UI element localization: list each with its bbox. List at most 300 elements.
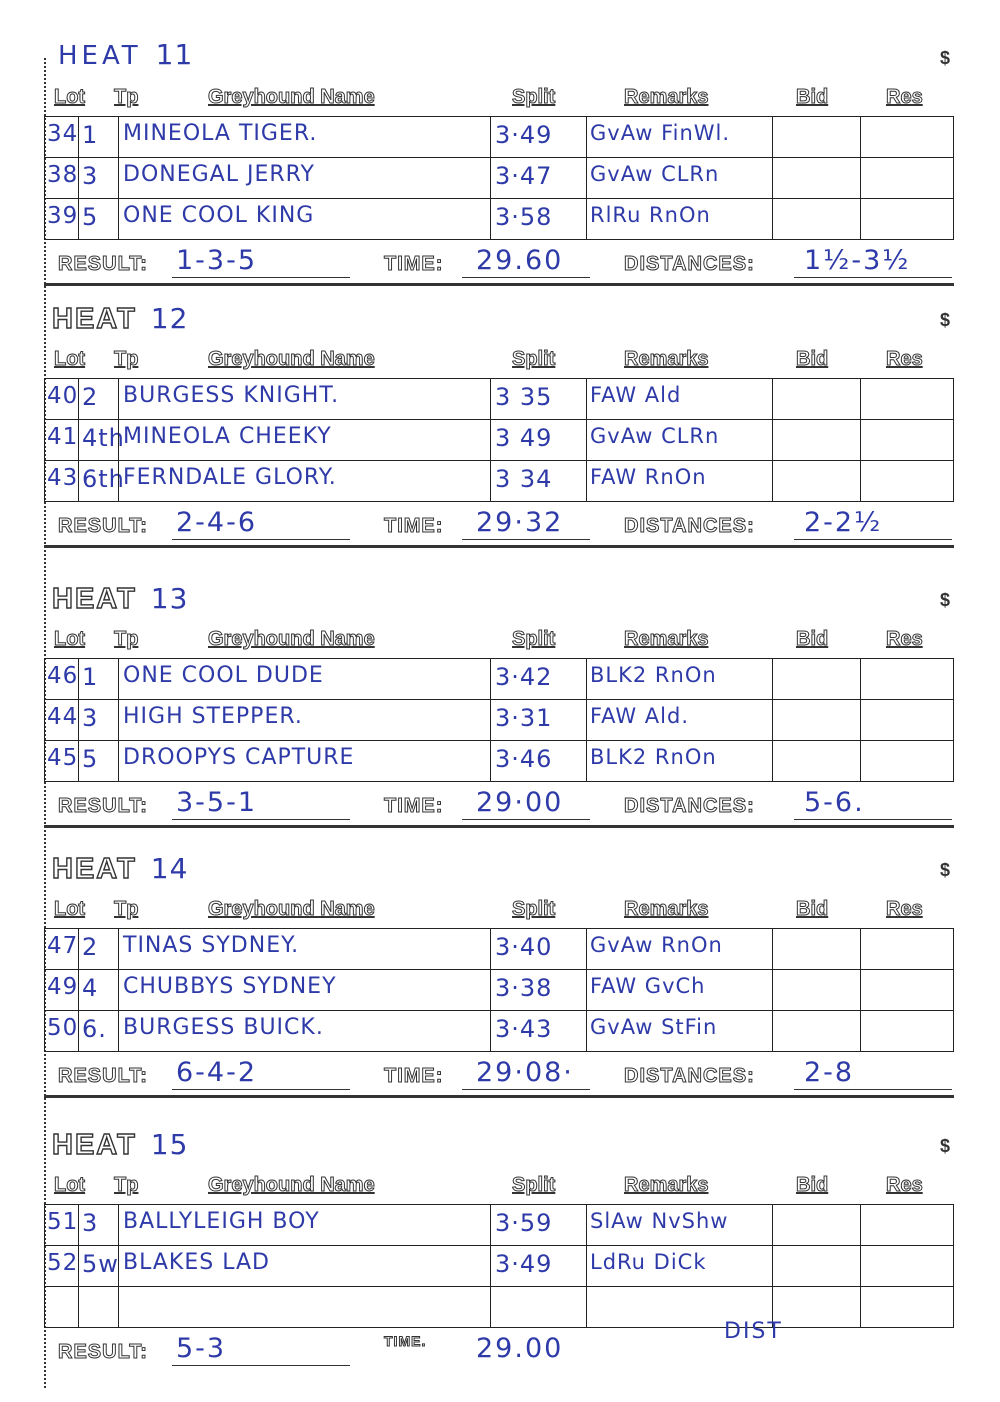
lot-cell [44, 420, 78, 460]
split-value: 3·38 [495, 974, 553, 1002]
split-value: 3·47 [495, 162, 553, 190]
greyhound-name-value: FERNDALE GLORY. [123, 465, 337, 490]
distances-value: 2-8 [804, 1057, 855, 1088]
heat-title [52, 852, 188, 886]
table-row [44, 379, 954, 420]
column-header-bid: Bid [796, 628, 829, 650]
result-underline [172, 277, 350, 278]
time-value: 29·08· [476, 1057, 574, 1088]
time-underline [462, 277, 590, 278]
column-header-bid: Bid [796, 1174, 829, 1196]
lot-cell [44, 1246, 78, 1286]
split-cell [490, 461, 586, 501]
res-cell[interactable] [860, 199, 954, 239]
distances-label: DISTANCES: [624, 1065, 755, 1087]
res-cell[interactable] [860, 659, 954, 699]
table-row [44, 1205, 954, 1246]
lot-cell [44, 970, 78, 1010]
trap-cell [78, 420, 125, 460]
bid-cell[interactable] [772, 1011, 860, 1051]
trap-value: 4th [82, 424, 125, 452]
column-header-split: Split [512, 898, 556, 920]
result-value: 6-4-2 [176, 1057, 258, 1088]
remarks-cell [586, 929, 772, 969]
heat-label: HEAT [52, 303, 137, 335]
table-row [44, 1246, 954, 1287]
split-value: 3 34 [495, 465, 553, 493]
greyhound-name-value: CHUBBYS SYDNEY [123, 974, 337, 999]
greyhound-name-cell [118, 379, 490, 419]
remarks-value: GvAw CLRn [590, 424, 720, 448]
column-header-remarks: Remarks [624, 628, 709, 650]
dollar-mark: $ [939, 860, 950, 880]
result-underline [172, 1089, 350, 1090]
bid-cell[interactable] [772, 970, 860, 1010]
split-cell [490, 158, 586, 198]
split-value: 3·49 [495, 1250, 553, 1278]
remarks-value: LdRu DiCk [590, 1250, 707, 1274]
column-header-row [44, 82, 954, 112]
heat-label: HEAT [52, 853, 137, 885]
bid-cell[interactable] [772, 659, 860, 699]
split-cell [490, 1205, 586, 1245]
remarks-cell [586, 461, 772, 501]
res-cell[interactable] [860, 420, 954, 460]
column-header-lot: Lot [54, 348, 86, 370]
lot-cell [44, 700, 78, 740]
greyhound-name-value: BURGESS KNIGHT. [123, 383, 340, 408]
column-header-bid: Bid [796, 348, 829, 370]
remarks-cell [586, 379, 772, 419]
res-cell[interactable] [860, 379, 954, 419]
heat-block [44, 40, 954, 310]
column-header-remarks: Remarks [624, 898, 709, 920]
result-value: 5-3 [176, 1333, 227, 1364]
table-row [44, 158, 954, 199]
res-cell[interactable] [860, 929, 954, 969]
lot-cell [44, 659, 78, 699]
greyhound-name-value: BALLYLEIGH BOY [123, 1209, 320, 1234]
split-value: 3·58 [495, 203, 553, 231]
split-value: 3 35 [495, 383, 553, 411]
res-cell[interactable] [860, 1246, 954, 1286]
split-cell [490, 741, 586, 781]
column-header-tp: Tp [114, 86, 139, 108]
res-cell[interactable] [860, 461, 954, 501]
trap-value: 6. [82, 1015, 107, 1043]
column-header-remarks: Remarks [624, 1174, 709, 1196]
remarks-cell [586, 1011, 772, 1051]
table-row [44, 741, 954, 782]
result-underline [172, 539, 350, 540]
remarks-cell [586, 158, 772, 198]
trap-cell [78, 1011, 118, 1051]
split-cell [490, 700, 586, 740]
column-header-split: Split [512, 1174, 556, 1196]
bid-cell[interactable] [772, 158, 860, 198]
remarks-value: RlRu RnOn [590, 203, 711, 227]
lot-cell [44, 158, 78, 198]
column-header-row [44, 894, 954, 924]
time-label: TIME: [384, 795, 444, 817]
column-header-name: Greyhound Name [208, 898, 375, 920]
result-line [44, 505, 954, 548]
column-header-lot: Lot [54, 898, 86, 920]
remarks-cell [586, 970, 772, 1010]
lot-cell [44, 199, 78, 239]
trap-cell [78, 461, 125, 501]
greyhound-name-value: HIGH STEPPER. [123, 704, 303, 729]
trap-value: 4 [82, 974, 99, 1002]
split-cell [490, 659, 586, 699]
trap-cell [78, 1287, 118, 1327]
time-value: 29·00 [476, 787, 564, 818]
split-value: 3·31 [495, 704, 553, 732]
split-value: 3 49 [495, 424, 553, 452]
remarks-cell [586, 700, 772, 740]
entries-table [44, 1204, 954, 1328]
distances-value: 5-6. [804, 787, 865, 818]
remarks-value: FAW Ald [590, 383, 682, 407]
trap-value: 3 [82, 162, 99, 190]
trap-value: 1 [82, 663, 99, 691]
bid-cell[interactable] [772, 1287, 860, 1327]
table-row [44, 1011, 954, 1052]
greyhound-name-cell [118, 461, 490, 501]
bid-cell[interactable] [772, 199, 860, 239]
column-header-lot: Lot [54, 86, 86, 108]
greyhound-name-value: MINEOLA TIGER. [123, 121, 318, 146]
lot-value: 41 [47, 424, 79, 450]
time-label: TIME: [384, 253, 444, 275]
time-value: 29.60 [476, 245, 564, 276]
greyhound-name-value: BLAKES LAD [123, 1250, 270, 1275]
lot-value: 38 [47, 162, 79, 188]
bid-cell[interactable] [772, 929, 860, 969]
split-cell [490, 929, 586, 969]
lot-cell [44, 1287, 78, 1327]
column-header-split: Split [512, 86, 556, 108]
column-header-row [44, 344, 954, 374]
res-cell[interactable] [860, 1205, 954, 1245]
lot-cell [44, 1011, 78, 1051]
distances-underline [794, 1089, 952, 1090]
lot-value: 46 [47, 663, 79, 689]
res-cell[interactable] [860, 117, 954, 157]
lot-cell [44, 1205, 78, 1245]
time-label: TIME: [384, 1065, 444, 1087]
greyhound-name-cell [118, 117, 490, 157]
split-cell [490, 970, 586, 1010]
lot-value: 49 [47, 974, 79, 1000]
table-row [44, 199, 954, 240]
remarks-value: BLK2 RnOn [590, 745, 717, 769]
trap-value: 3 [82, 704, 99, 732]
greyhound-name-value: ONE COOL KING [123, 203, 315, 228]
greyhound-name-value: ONE COOL DUDE [123, 663, 324, 688]
time-label: TIME: [384, 515, 444, 537]
table-row [44, 420, 954, 461]
res-cell[interactable] [860, 700, 954, 740]
result-label: RESULT: [58, 1065, 148, 1087]
result-value: 1-3-5 [176, 245, 258, 276]
column-header-res: Res [886, 628, 923, 650]
trap-value: 2 [82, 383, 99, 411]
greyhound-name-value: BURGESS BUICK. [123, 1015, 324, 1040]
table-row [44, 970, 954, 1011]
column-header-tp: Tp [114, 348, 139, 370]
heat-title [52, 582, 188, 616]
split-value: 3·59 [495, 1209, 553, 1237]
trap-value: 5 [82, 745, 99, 773]
split-value: 3·46 [495, 745, 553, 773]
trap-value: 1 [82, 121, 99, 149]
trap-cell [78, 659, 118, 699]
dollar-mark: $ [939, 48, 950, 68]
dist-label: DIST [724, 1319, 783, 1344]
split-cell [490, 1287, 586, 1327]
column-header-split: Split [512, 628, 556, 650]
distances-underline [794, 539, 952, 540]
column-header-remarks: Remarks [624, 86, 709, 108]
table-row [44, 929, 954, 970]
column-header-tp: Tp [114, 1174, 139, 1196]
bid-cell[interactable] [772, 379, 860, 419]
result-underline [172, 1365, 350, 1366]
split-value: 3·49 [495, 121, 553, 149]
bid-cell[interactable] [772, 117, 860, 157]
trap-value: 3 [82, 1209, 99, 1237]
bid-cell[interactable] [772, 741, 860, 781]
split-value: 3·42 [495, 663, 553, 691]
trap-cell [78, 379, 118, 419]
column-header-name: Greyhound Name [208, 1174, 375, 1196]
split-cell [490, 117, 586, 157]
heat-title [52, 1128, 188, 1162]
lot-value: 50 [47, 1015, 79, 1041]
split-value: 3·40 [495, 933, 553, 961]
column-header-tp: Tp [114, 898, 139, 920]
heat-number: 11 [155, 38, 194, 71]
greyhound-name-cell [118, 199, 490, 239]
dollar-mark: $ [939, 310, 950, 330]
column-header-name: Greyhound Name [208, 86, 375, 108]
column-header-remarks: Remarks [624, 348, 709, 370]
split-cell [490, 1246, 586, 1286]
lot-cell [44, 117, 78, 157]
column-header-tp: Tp [114, 628, 139, 650]
greyhound-name-cell [118, 420, 490, 460]
heat-number: 12 [150, 302, 189, 335]
time-underline [462, 1089, 590, 1090]
table-row [44, 461, 954, 502]
heat-title [52, 302, 188, 336]
greyhound-name-cell [118, 741, 490, 781]
remarks-value: GvAw CLRn [590, 162, 720, 186]
heat-block [44, 1128, 954, 1388]
time-value: 29.00 [476, 1333, 564, 1364]
trap-cell [78, 117, 118, 157]
trap-value: 5w [82, 1250, 119, 1278]
time-label: TIME. [384, 1333, 427, 1349]
entries-table [44, 928, 954, 1052]
lot-value: 47 [47, 933, 79, 959]
trap-value: 6th [82, 465, 125, 493]
remarks-cell [586, 199, 772, 239]
trap-cell [78, 970, 118, 1010]
result-label: RESULT: [58, 795, 148, 817]
time-value: 29·32 [476, 507, 564, 538]
split-cell [490, 420, 586, 460]
remarks-value: GvAw StFin [590, 1015, 718, 1039]
heat-block [44, 852, 954, 1122]
table-row [44, 700, 954, 741]
remarks-value: GvAw RnOn [590, 933, 723, 957]
res-cell[interactable] [860, 1011, 954, 1051]
greyhound-name-value: MINEOLA CHEEKY [123, 424, 332, 449]
distances-label: DISTANCES: [624, 253, 755, 275]
column-header-res: Res [886, 86, 923, 108]
heat-number: 13 [150, 582, 189, 615]
column-header-res: Res [886, 898, 923, 920]
trap-value: 2 [82, 933, 99, 961]
dollar-mark: $ [939, 590, 950, 610]
column-header-bid: Bid [796, 898, 829, 920]
remarks-cell [586, 1246, 772, 1286]
table-row [44, 659, 954, 700]
column-header-name: Greyhound Name [208, 348, 375, 370]
table-row [44, 117, 954, 158]
column-header-lot: Lot [54, 628, 86, 650]
greyhound-name-value: TINAS SYDNEY. [123, 933, 300, 958]
remarks-value: FAW Ald. [590, 704, 690, 728]
result-value: 2-4-6 [176, 507, 258, 538]
remarks-cell [586, 420, 772, 460]
distances-value: 1½-3½ [804, 245, 911, 276]
greyhound-name-cell [118, 970, 490, 1010]
entries-table [44, 116, 954, 240]
remarks-value: GvAw FinWl. [590, 121, 731, 145]
heat-number: 14 [150, 852, 189, 885]
res-cell[interactable] [860, 741, 954, 781]
result-label: RESULT: [58, 515, 148, 537]
trap-cell [78, 929, 118, 969]
lot-value: 43 [47, 465, 79, 491]
column-header-bid: Bid [796, 86, 829, 108]
greyhound-name-cell [118, 1246, 490, 1286]
lot-value: 45 [47, 745, 79, 771]
heat-label: HEAT [52, 583, 137, 615]
greyhound-name-cell [118, 700, 490, 740]
split-cell [490, 199, 586, 239]
distances-label: DISTANCES: [624, 515, 755, 537]
greyhound-name-cell [118, 1205, 490, 1245]
greyhound-name-value: DONEGAL JERRY [123, 162, 315, 187]
bid-cell[interactable] [772, 461, 860, 501]
time-underline [462, 819, 590, 820]
time-underline [462, 539, 590, 540]
lot-cell [44, 929, 78, 969]
lot-value: 39 [47, 203, 79, 229]
result-line [44, 1055, 954, 1098]
bid-cell[interactable] [772, 1205, 860, 1245]
distances-underline [794, 277, 952, 278]
distances-label: DISTANCES: [624, 795, 755, 817]
heat-label: HEAT [52, 1129, 137, 1161]
remarks-cell [586, 1205, 772, 1245]
entries-table [44, 378, 954, 502]
bid-cell[interactable] [772, 700, 860, 740]
lot-cell [44, 379, 78, 419]
bid-cell[interactable] [772, 420, 860, 460]
remarks-value: BLK2 RnOn [590, 663, 717, 687]
result-line [44, 1319, 954, 1371]
column-header-name: Greyhound Name [208, 628, 375, 650]
column-header-row [44, 1170, 954, 1200]
res-cell[interactable] [860, 970, 954, 1010]
distances-underline [794, 819, 952, 820]
greyhound-name-cell [118, 1287, 490, 1327]
trap-cell [78, 1246, 118, 1286]
res-cell[interactable] [860, 1287, 954, 1327]
trap-cell [78, 741, 118, 781]
distances-value: 2-2½ [804, 507, 883, 538]
lot-value: 44 [47, 704, 79, 730]
column-header-split: Split [512, 348, 556, 370]
remarks-value: SlAw NvShw [590, 1209, 729, 1233]
table-row [44, 1287, 954, 1328]
heat-title [58, 38, 193, 71]
result-value: 3-5-1 [176, 787, 258, 818]
lot-value: 40 [47, 383, 79, 409]
split-cell [490, 1011, 586, 1051]
greyhound-name-cell [118, 659, 490, 699]
remarks-cell [586, 117, 772, 157]
greyhound-name-cell [118, 1011, 490, 1051]
trap-cell [78, 1205, 118, 1245]
remarks-cell [586, 741, 772, 781]
trap-cell [78, 158, 118, 198]
column-header-lot: Lot [54, 1174, 86, 1196]
remarks-value: FAW RnOn [590, 465, 707, 489]
trap-cell [78, 199, 118, 239]
heat-number: 15 [150, 1128, 189, 1161]
heat-block [44, 302, 954, 572]
split-cell [490, 379, 586, 419]
trap-value: 5 [82, 203, 99, 231]
result-label: RESULT: [58, 1341, 148, 1363]
column-header-res: Res [886, 1174, 923, 1196]
column-header-res: Res [886, 348, 923, 370]
res-cell[interactable] [860, 158, 954, 198]
race-sheet [44, 30, 956, 1390]
bid-cell[interactable] [772, 1246, 860, 1286]
heat-label: HEAT [58, 41, 142, 71]
greyhound-name-cell [118, 158, 490, 198]
greyhound-name-cell [118, 929, 490, 969]
result-label: RESULT: [58, 253, 148, 275]
column-header-row [44, 624, 954, 654]
heat-block [44, 582, 954, 852]
result-line [44, 243, 954, 286]
lot-cell [44, 741, 78, 781]
trap-cell [78, 700, 118, 740]
remarks-cell [586, 659, 772, 699]
lot-value: 34 [47, 121, 79, 147]
lot-cell [44, 461, 78, 501]
remarks-value: FAW GvCh [590, 974, 706, 998]
result-line [44, 785, 954, 828]
